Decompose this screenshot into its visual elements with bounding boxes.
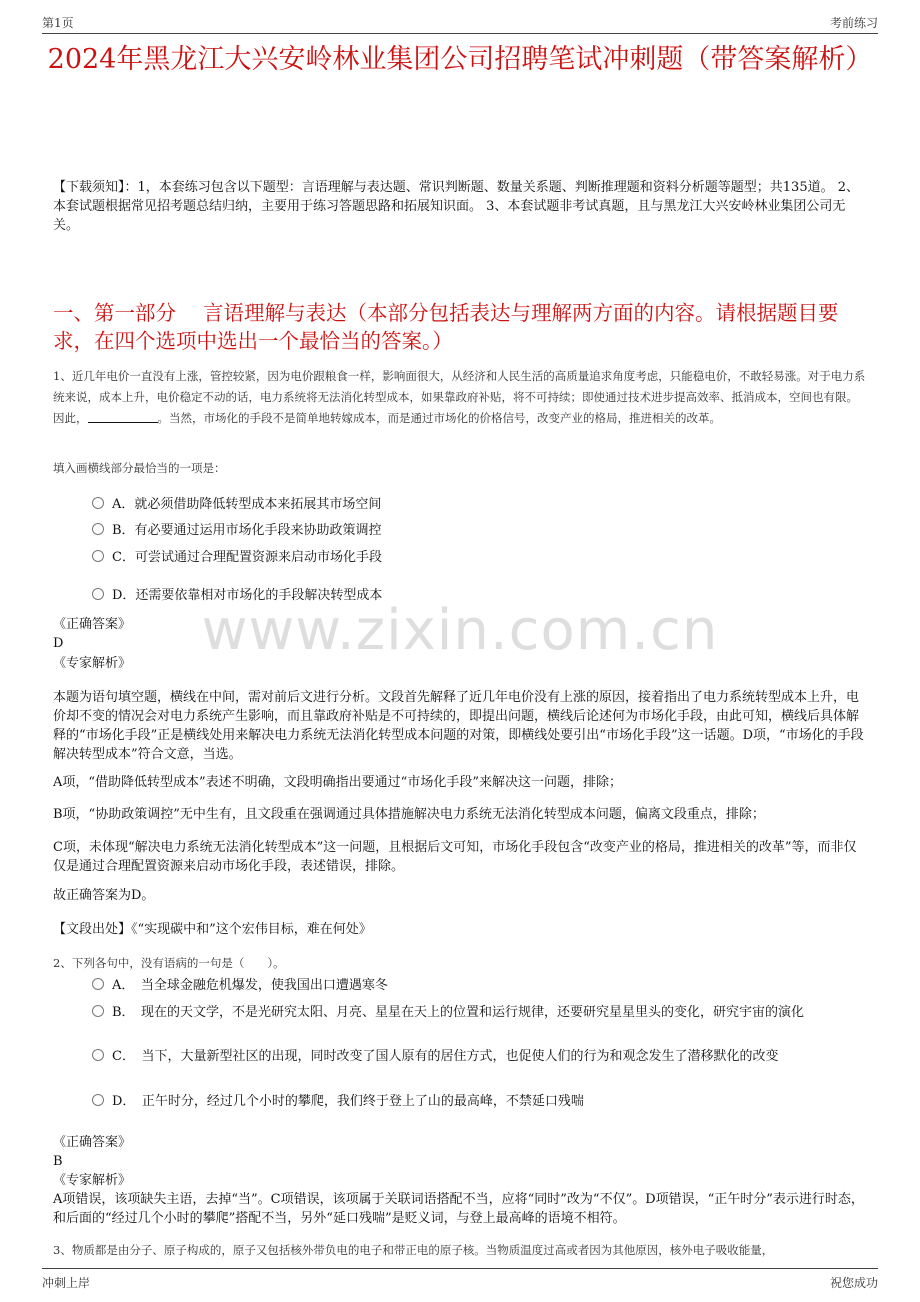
- q1-answer: D: [53, 636, 64, 651]
- q2-answer-label: 《正确答案》: [53, 1135, 132, 1150]
- header-label: 考前练习: [829, 16, 878, 30]
- q1-analysis-label: 《专家解析》: [53, 656, 132, 671]
- radio-icon[interactable]: [92, 1005, 104, 1017]
- q2-analysis: A项错误，该项缺失主语，去掉“当”。C项错误，该项属于关联词语搭配不当，应将“同时”改为“不仅”。D项错误，“正午时分”表示进行时态，和后面的“经过几个小时的攀爬”搭配不当，另外“延口残喘”是贬义词，与登上最高峰的语境不相符。: [53, 1192, 864, 1226]
- radio-icon[interactable]: [92, 1049, 104, 1061]
- q1-analysis-a: A项，“借助降低转型成本”表述不明确，文段明确指出要通过“市场化手段”来解决这一问题，排除；: [53, 775, 622, 790]
- q1-analysis-main: 本题为语句填空题，横线在中间，需对前后文进行分析。文段首先解释了近几年电价没有上涨的原因，接着指出了电力系统转型成本上升，电价却不变的情况会对电力系统产生影响，而且靠政府补贴是不可持续的，即提出问题，横线后论述何为市场化手段，由此可知，横线后具体解释的“市场化手段”正是横线处用来解决电力系统无法消化转型成本问题的对策，即横线处要引出“市场化手段”这一话题。D项，“市场化的手段解决转型成本”符合文意，当选。: [53, 690, 864, 762]
- watermark: www.zixin.com.cn: [201, 598, 719, 663]
- section-title: 一、第一部分 言语理解与表达（本部分包括表达与理解两方面的内容。请根据题目要求，在四个选项中选出一个最恰当的答案。）: [53, 301, 839, 353]
- q1-analysis-c: C项，未体现“解决电力系统无法消化转型成本”这一问题，且根据后文可知，市场化手段包含“改变产业的格局，推进相关的改革”等，而非仅仅是通过合理配置资源来启动市场化手段，表述错误，排除。: [53, 840, 857, 874]
- q1-blank: [88, 412, 158, 423]
- q1-conclusion: 故正确答案为D。: [53, 888, 155, 903]
- q2-option-a[interactable]: A． 当全球金融危机爆发，使我国出口遭遇寒冬: [92, 975, 867, 997]
- q2-analysis-label: 《专家解析》: [53, 1173, 132, 1188]
- document-title: 2024年黑龙江大兴安岭林业集团公司招聘笔试冲刺题（带答案解析）: [47, 44, 873, 75]
- q3-stem: 3、物质都是由分子、原子构成的，原子又包括核外带负电的电子和带正电的原子核。当物质温度过高或者因为其他原因，核外电子吸收能量，: [53, 1243, 774, 1257]
- download-notice: 【下载须知】：1，本套练习包含以下题型：言语理解与表达题、常识判断题、数量关系题、判断推理题和资料分析题等题型；共135道。 2、本套试题根据常见招考题总结归纳，主要用于练习答题思路和拓展知识面。 3、本套试题非考试真题，且与黑龙江大兴安岭林业集团公司无关。: [53, 180, 859, 233]
- radio-icon[interactable]: [92, 523, 104, 535]
- q1-option-c[interactable]: C．可尝试通过合理配置资源来启动市场化手段: [92, 547, 867, 569]
- q2-stem: 2、下列各句中，没有语病的一句是（ ）。: [53, 956, 285, 970]
- q1-option-d[interactable]: D．还需要依靠相对市场化的手段解决转型成本: [92, 585, 867, 607]
- q1-option-a[interactable]: A．就必须借助降低转型成本来拓展其市场空间: [92, 494, 867, 516]
- radio-icon[interactable]: [92, 497, 104, 509]
- q2-option-c[interactable]: C． 当下，大量新型社区的出现，同时改变了国人原有的居住方式，也促使人们的行为和观念发生了潜移默化的改变: [92, 1046, 867, 1068]
- q1-source: 【文段出处】《“实现碳中和”这个宏伟目标，难在何处》: [53, 922, 372, 937]
- footer-divider: [42, 1268, 878, 1269]
- q1-stem: 1、近几年电价一直没有上涨，管控较紧，因为电价跟粮食一样，影响面很大，从经济和人民生活的高质量追求角度考虑，只能稳电价，不敢轻易涨。对于电力系统来说，成本上升，电价稳定不动的话，电力系统将无法消化转型成本，如果靠政府补贴，将不可持续；即使通过技术进步提高效率、抵消成本，空间也有限。因此， 。当然，市场化的手段不是简单地转嫁成本，而是通过市场化的价格信号，改变产业的格局，推进相关的改革。: [53, 369, 866, 425]
- radio-icon[interactable]: [92, 1094, 104, 1106]
- header-divider: [42, 33, 878, 34]
- q1-prompt: 填入画横线部分最恰当的一项是：: [53, 461, 226, 475]
- q1-analysis-b: B项，“协助政策调控”无中生有，且文段重在强调通过具体措施解决电力系统无法消化转型成本问题，偏离文段重点，排除；: [53, 807, 765, 822]
- q2-option-d[interactable]: D． 正午时分，经过几个小时的攀爬，我们终于登上了山的最高峰，不禁延口残喘: [92, 1091, 867, 1113]
- radio-icon[interactable]: [92, 978, 104, 990]
- q2-answer: B: [53, 1154, 63, 1169]
- q1-answer-label: 《正确答案》: [53, 617, 132, 632]
- footer-right-label: 祝您成功: [829, 1276, 878, 1290]
- q2-option-b[interactable]: B． 现在的天文学，不是光研究太阳、月亮、星星在天上的位置和运行规律，还要研究星星里头的变化，研究宇宙的演化: [92, 1002, 867, 1024]
- q1-option-b[interactable]: B．有必要通过运用市场化手段来协助政策调控: [92, 520, 867, 542]
- footer-left-label: 冲刺上岸: [42, 1276, 91, 1290]
- page-number: 第1页: [42, 16, 74, 30]
- radio-icon[interactable]: [92, 550, 104, 562]
